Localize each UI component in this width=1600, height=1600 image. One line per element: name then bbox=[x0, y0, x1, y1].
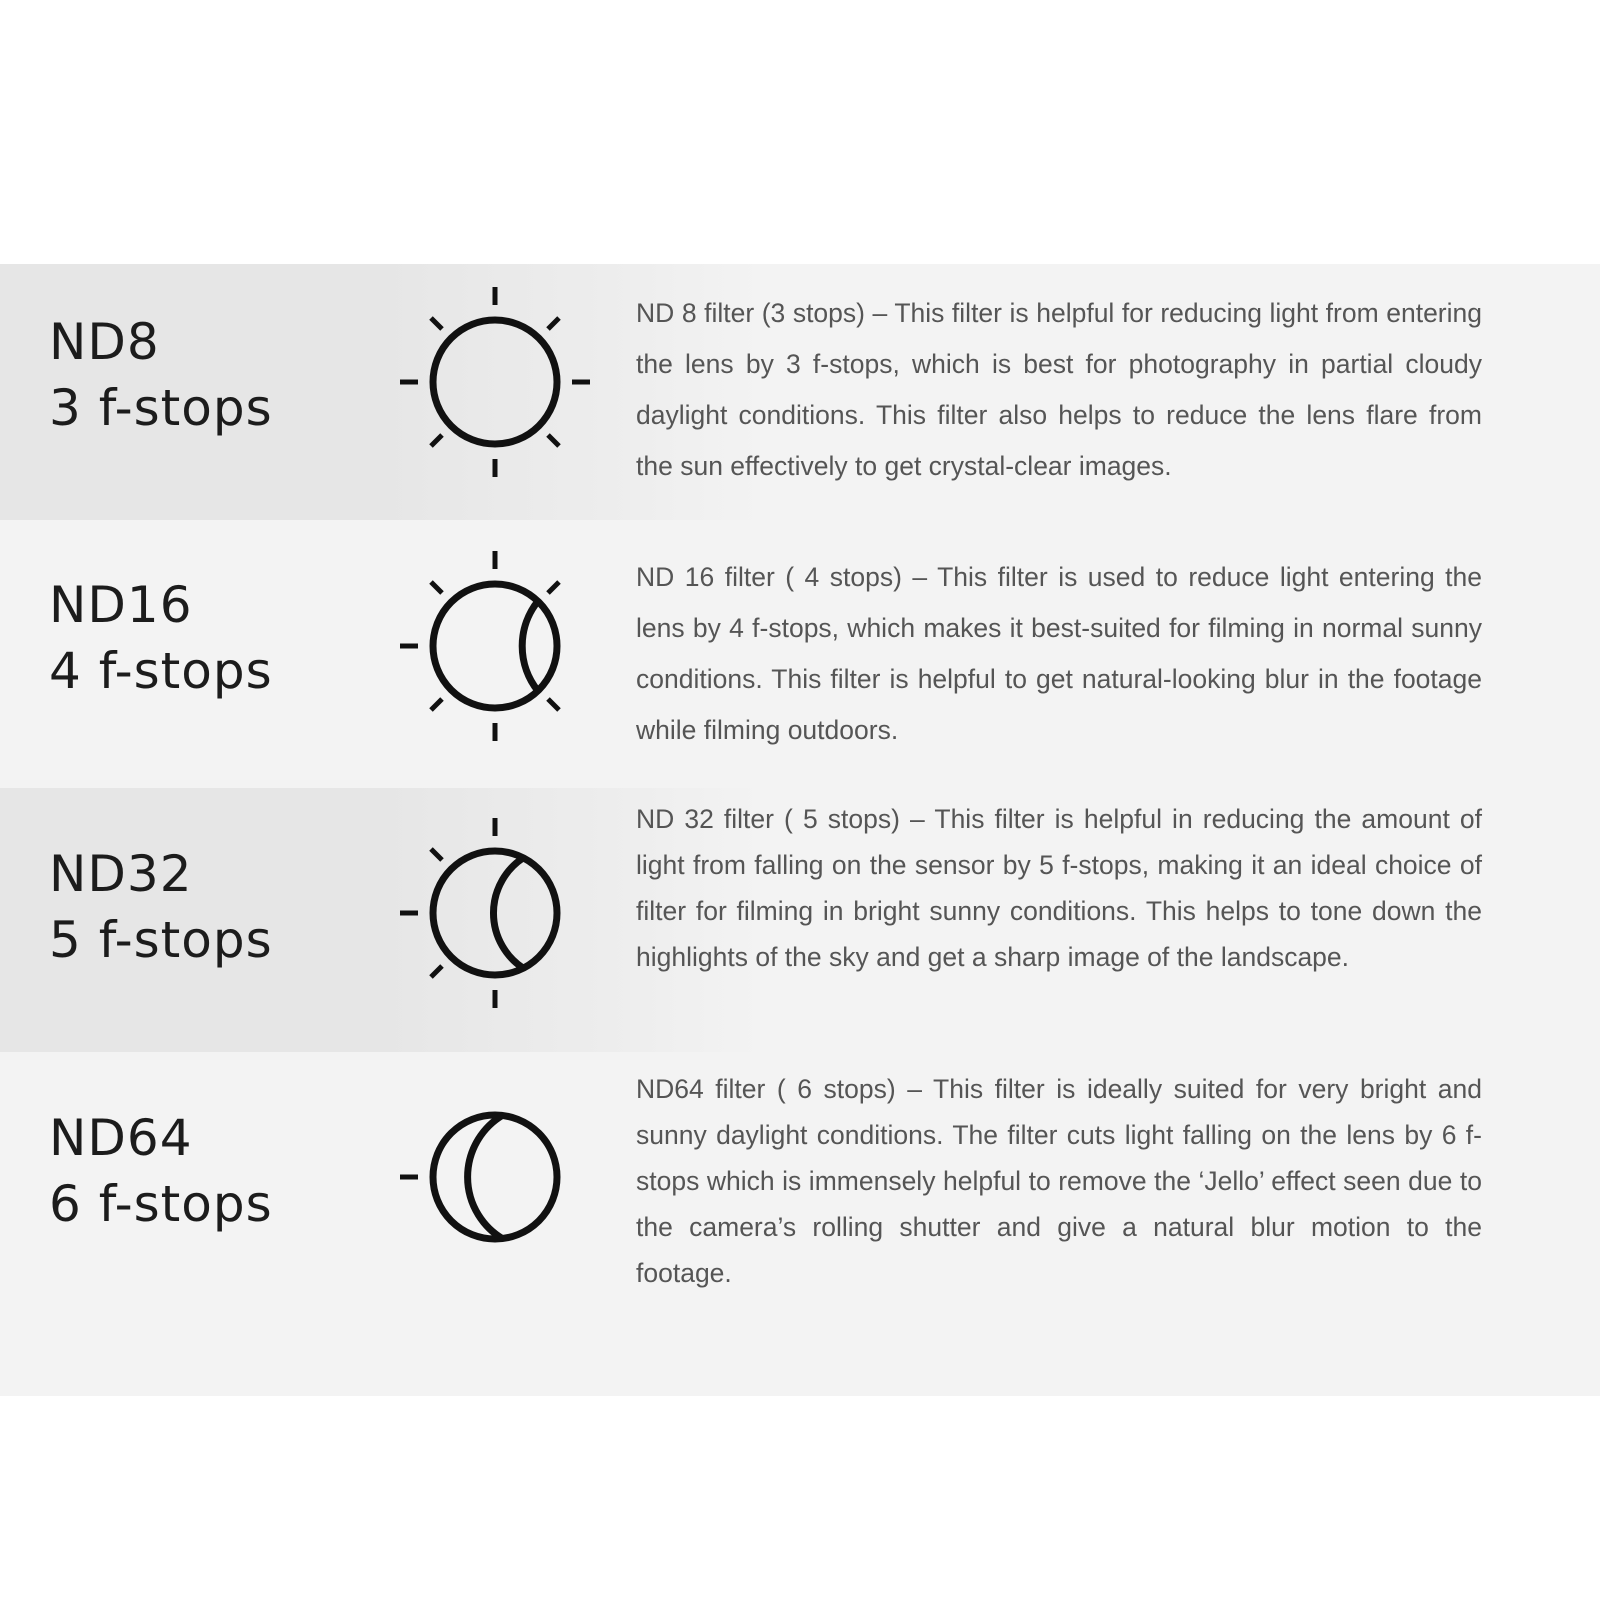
filter-comparison-panel bbox=[0, 264, 1600, 1396]
filter-name: ND16 bbox=[49, 576, 193, 634]
filter-name: ND8 bbox=[49, 313, 160, 371]
filter-label bbox=[49, 572, 273, 704]
filter-row-nd8 bbox=[0, 264, 1600, 520]
sun-half-eclipse-icon bbox=[395, 813, 595, 1013]
filter-stops: 6 f-stops bbox=[49, 1175, 273, 1233]
filter-description: ND 8 filter (3 stops) – This filter is helpful for reducing light from entering the lens by 3 f-stops, which is best for photography in partial cloudy daylight conditions. This filter also helps to reduce the lens flare from the sun effectively to get crystal-clear images. bbox=[636, 298, 1482, 481]
filter-stops: 3 f-stops bbox=[49, 379, 273, 437]
sun-full-icon bbox=[395, 282, 595, 482]
filter-description: ND64 filter ( 6 stops) – This filter is ideally suited for very bright and sunny daylight conditions. The filter cuts light falling on the lens by 6 f-stops which is immensely helpful to remove the ‘Jello’ effect seen due to the camera’s rolling shutter and give a natural blur motion to the footage. bbox=[636, 1074, 1482, 1288]
filter-row-nd16 bbox=[0, 520, 1600, 788]
filter-description: ND 32 filter ( 5 stops) – This filter is helpful in reducing the amount of light from falling on the sensor by 5 f-stops, making it an ideal choice of filter for filming in bright sunny conditions. This helps to tone down the highlights of the sky and get a sharp image of the landscape. bbox=[636, 804, 1482, 972]
sun-partial-eclipse-icon bbox=[395, 546, 595, 746]
filter-name: ND64 bbox=[49, 1109, 193, 1167]
filter-stops: 5 f-stops bbox=[49, 911, 273, 969]
filter-row-nd64 bbox=[0, 1052, 1600, 1316]
filter-row-nd32 bbox=[0, 788, 1600, 1052]
filter-label bbox=[49, 841, 273, 973]
sun-crescent-icon bbox=[395, 1077, 595, 1277]
filter-label bbox=[49, 1105, 273, 1237]
filter-name: ND32 bbox=[49, 845, 193, 903]
filter-label bbox=[49, 309, 273, 441]
filter-stops: 4 f-stops bbox=[49, 642, 273, 700]
filter-description: ND 16 filter ( 4 stops) – This filter is used to reduce light entering the lens by 4 f-stops, which makes it best-suited for filming in normal sunny conditions. This filter is helpful to get natural-looking blur in the footage while filming outdoors. bbox=[636, 562, 1482, 745]
